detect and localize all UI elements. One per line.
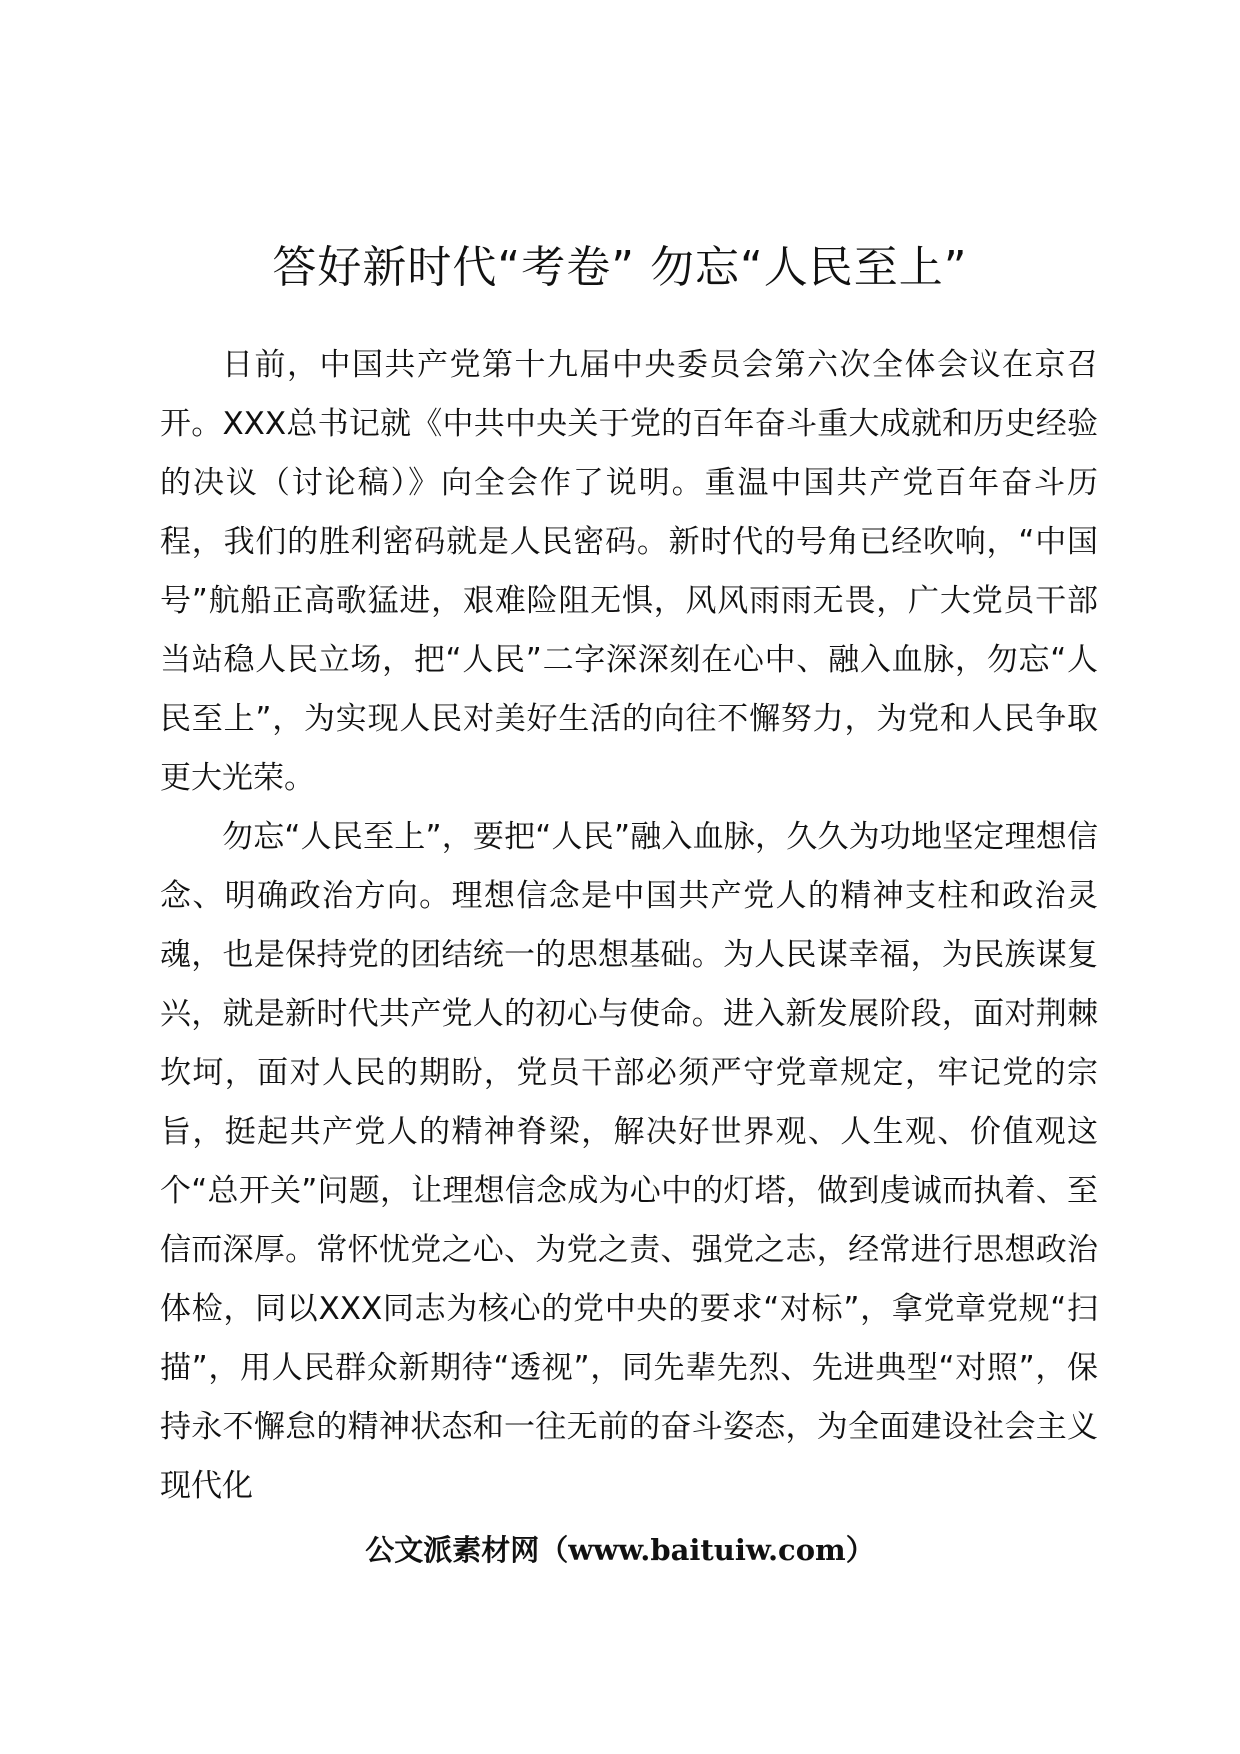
document-title: 答好新时代“考卷” 勿忘“人民至上” xyxy=(272,242,968,293)
document-body xyxy=(160,336,1098,1516)
source-watermark: 公文派素材网（www.baituiw.com） xyxy=(365,1533,875,1567)
paragraph-2: 勿忘“人民至上”，要把“人民”融入血脉，久久为功地坚定理想信念、明确政治方向。理想信念是中国共产党人的精神支柱和政治灵魂，也是保持党的团结统一的思想基础。为人民谋幸福，为民族谋复兴，就是新时代共产党人的初心与使命。进入新发展阶段，面对荆棘坎坷，面对人民的期盼，党员干部必须严守党章规定，牢记党的宗旨，挺起共产党人的精神脊梁，解决好世界观、人生观、价值观这个“总开关”问题，让理想信念成为心中的灯塔，做到虔诚而执着、至信而深厚。常怀忧党之心、为党之责、强党之志，经常进行思想政治体检，同以XXX同志为核心的党中央的要求“对标”，拿党章党规“扫描”，用人民群众新期待“透视”，同先辈先烈、先进典型“对照”，保持永不懈怠的精神状态和一往无前的奋斗姿态，为全面建设社会主义现代化 xyxy=(160,819,1098,1504)
paragraph-1: 日前，中国共产党第十九届中央委员会第六次全体会议在京召开。XXX总书记就《中共中央关于党的百年奋斗重大成就和历史经验的决议（讨论稿）》向全会作了说明。重温中国共产党百年奋斗历程，我们的胜利密码就是人民密码。新时代的号角已经吹响，“中国号”航船正高歌猛进，艰难险阻无惧，风风雨雨无畏，广大党员干部当站稳人民立场，把“人民”二字深深刻在心中、融入血脉，勿忘“人民至上”，为实现人民对美好生活的向往不懈努力，为党和人民争取更大光荣。 xyxy=(160,347,1098,796)
